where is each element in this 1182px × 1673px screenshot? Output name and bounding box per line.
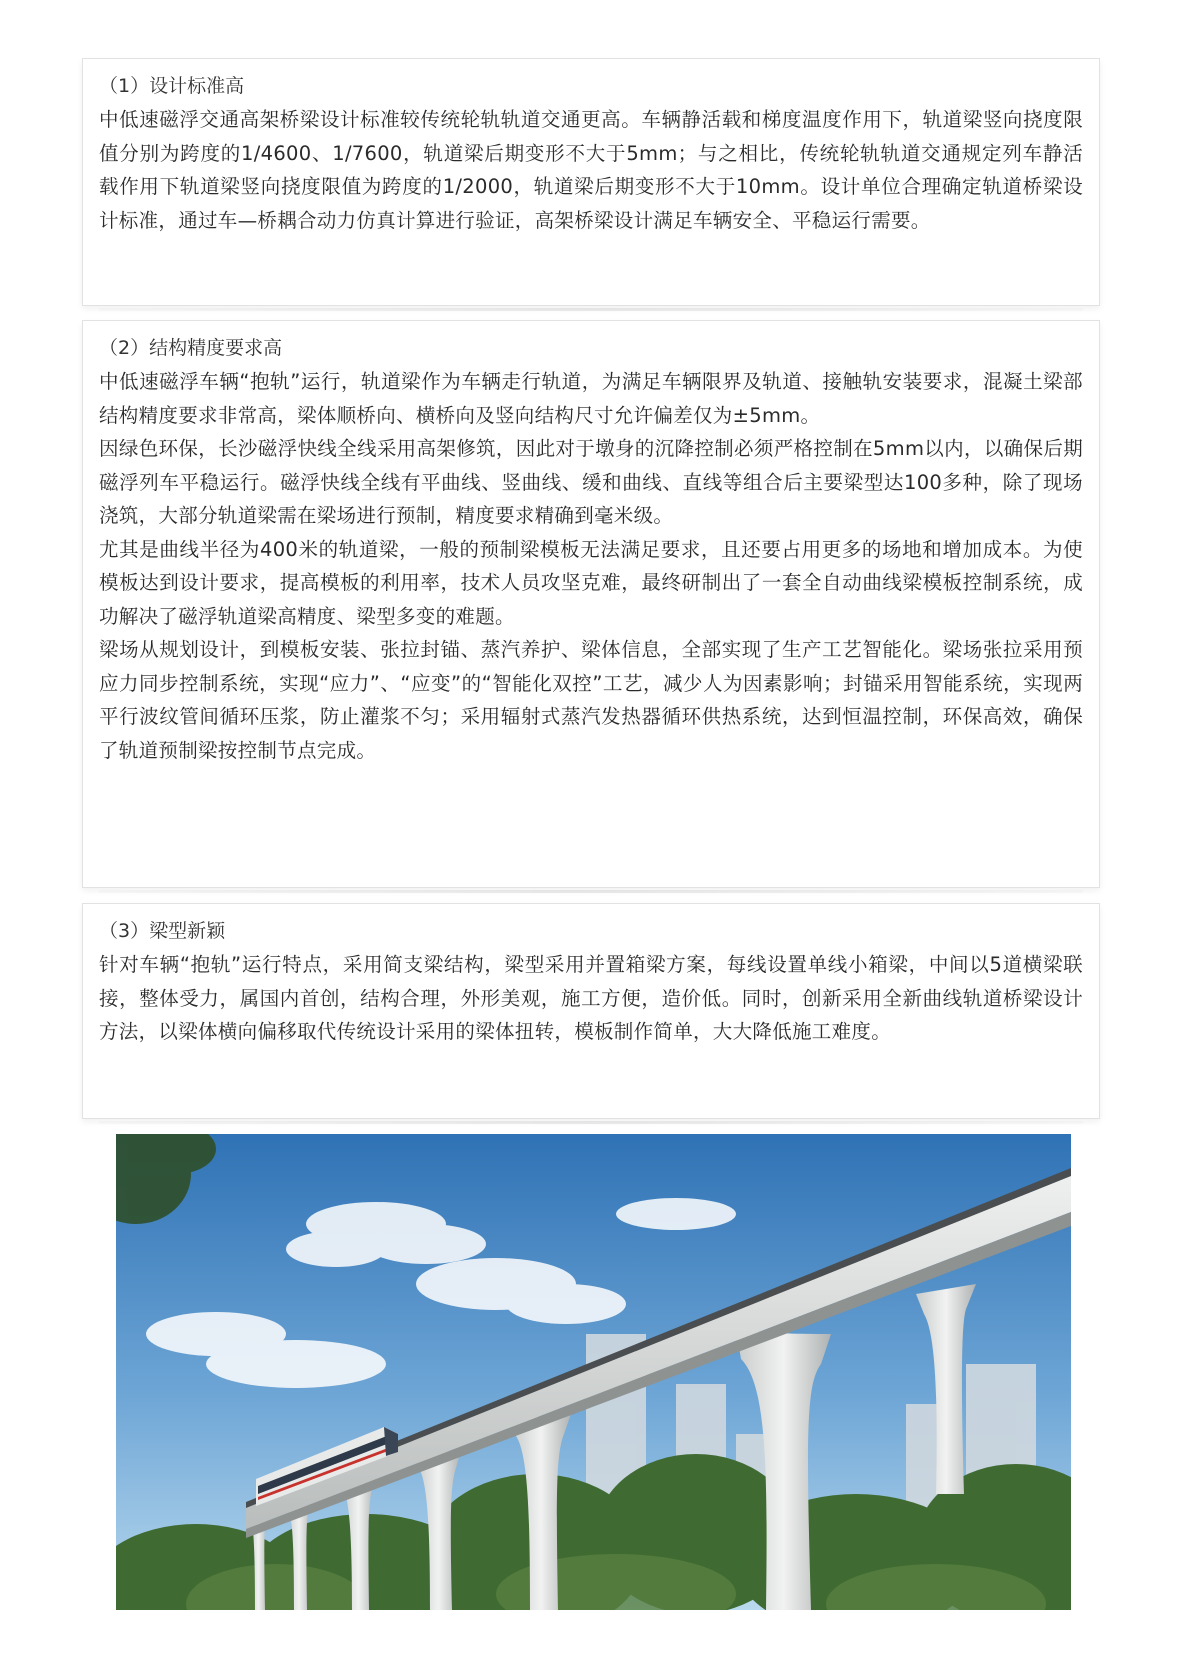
section-paragraph: 因绿色环保，长沙磁浮快线全线采用高架修筑，因此对于墩身的沉降控制必须严格控制在5mm以内，以确保后期磁浮列车平稳运行。磁浮快线全线有平曲线、竖曲线、缓和曲线、直线等组合后主要梁型达100多种，除了现场浇筑，大部分轨道梁需在梁场进行预制，精度要求精确到毫米级。: [99, 437, 1083, 527]
card-shadow: [99, 890, 1083, 893]
card-shadow: [99, 1121, 1083, 1124]
section-paragraph: 针对车辆“抱轨”运行特点，采用简支梁结构，梁型采用并置箱梁方案，每线设置单线小箱梁，中间以5道横梁联接，整体受力，属国内首创，结构合理，外形美观，施工方便，造价低。同时，创新采用全新曲线轨道桥梁设计方法，以梁体横向偏移取代传统设计采用的梁体扭转，模板制作简单，大大降低施工难度。: [99, 953, 1083, 1043]
section-heading: （3）梁型新颖: [99, 920, 226, 942]
section-heading: （1）设计标准高: [99, 75, 245, 97]
section-heading: （2）结构精度要求高: [99, 337, 283, 359]
section-design-standard: [82, 58, 1100, 306]
section-novel-beam: [82, 903, 1100, 1119]
maglev-viaduct-photo: [116, 1134, 1071, 1610]
section-paragraph: 中低速磁浮车辆“抱轨”运行，轨道梁作为车辆走行轨道，为满足车辆限界及轨道、接触轨安装要求，混凝土梁部结构精度要求非常高，梁体顺桥向、横桥向及竖向结构尺寸允许偏差仅为±5mm。: [99, 370, 1083, 427]
section-paragraph: 梁场从规划设计，到模板安装、张拉封锚、蒸汽养护、梁体信息，全部实现了生产工艺智能化。梁场张拉采用预应力同步控制系统，实现“应力”、“应变”的“智能化双控”工艺，减少人为因素影响；封锚采用智能系统，实现两平行波纹管间循环压浆，防止灌浆不匀；采用辐射式蒸汽发热器循环供热系统，达到恒温控制，环保高效，确保了轨道预制梁按控制节点完成。: [99, 638, 1083, 762]
section-paragraph: 中低速磁浮交通高架桥梁设计标准较传统轮轨轨道交通更高。车辆静活载和梯度温度作用下，轨道梁竖向挠度限值分别为跨度的1/4600、1/7600，轨道梁后期变形不大于5mm；与之相比，传统轮轨轨道交通规定列车静活载作用下轨道梁竖向挠度限值为跨度的1/2000，轨道梁后期变形不大于10mm。设计单位合理确定轨道桥梁设计标准，通过车—桥耦合动力仿真计算进行验证，高架桥梁设计满足车辆安全、平稳运行需要。: [99, 108, 1083, 232]
card-shadow: [99, 308, 1083, 311]
section-paragraph: 尤其是曲线半径为400米的轨道梁，一般的预制梁模板无法满足要求，且还要占用更多的场地和增加成本。为使模板达到设计要求，提高模板的利用率，技术人员攻坚克难，最终研制出了一套全自动曲线梁模板控制系统，成功解决了磁浮轨道梁高精度、梁型多变的难题。: [99, 537, 1083, 628]
section-structure-precision: [82, 320, 1100, 888]
